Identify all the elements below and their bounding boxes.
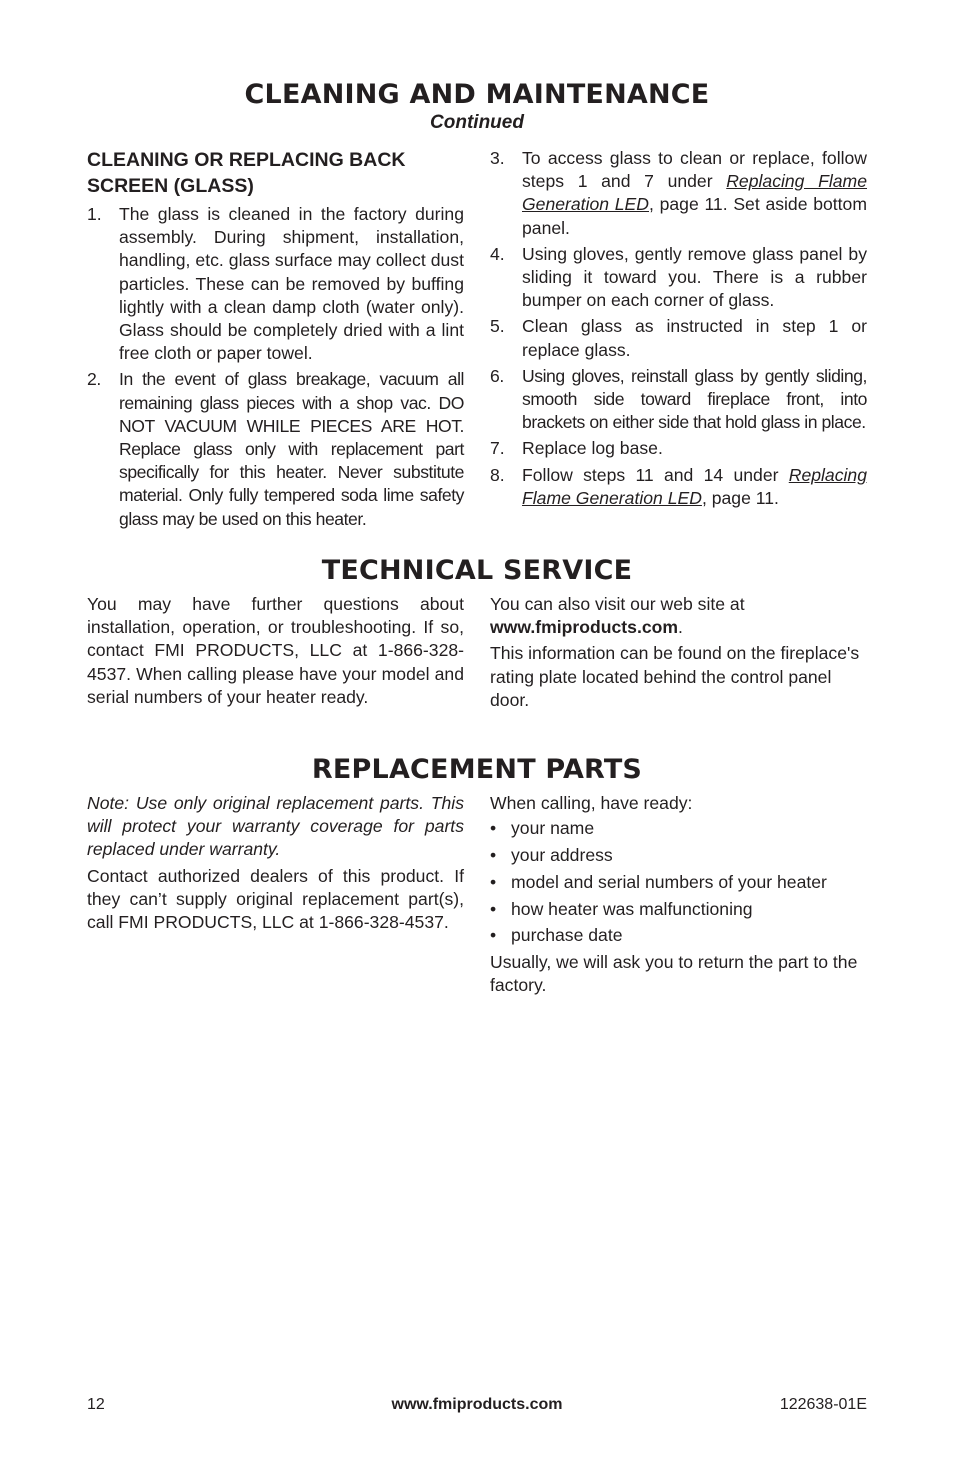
step-text: To access glass to clean or replace, follow steps 1 and 7 under xyxy=(522,148,867,192)
technical-service-title: TECHNICAL SERVICE xyxy=(321,555,633,586)
cross-reference-link[interactable]: Replacing Flame Generation LED xyxy=(522,171,867,215)
bullet-icon: • xyxy=(490,818,497,839)
calling-checklist xyxy=(490,817,867,947)
step-item xyxy=(490,147,867,240)
technical-right-column xyxy=(490,593,867,712)
footer-website-link[interactable]: www.fmiproducts.com xyxy=(391,1396,563,1413)
step-item xyxy=(490,365,867,435)
return-part-text: Usually, we will ask you to return the part to the factory. xyxy=(490,952,858,996)
list-item: • your address xyxy=(490,844,867,867)
step-text: The glass is cleaned in the factory during assembly. During shipment, installation, handling, etc. glass surface may collect dust particles. These can be removed by buffing lightly with a clean damp cloth (water only). Glass should be completely dried with a lint free cloth or paper towel. xyxy=(119,204,464,364)
page-number: 12 xyxy=(87,1396,105,1413)
step-text: In the event of glass breakage, vacuum all remaining glass pieces with a shop vac. DO NOT VACUUM WHILE PIECES ARE HOT. Replace glass only with replacement part specifically for this heater. Never substitute material. Only fully tempered soda lime safety glass may be used on this heater. xyxy=(119,369,464,529)
step-text: Follow steps 11 and 14 under xyxy=(522,464,789,485)
step-text: , page 11. xyxy=(701,487,779,508)
list-item: • model and serial numbers of your heater xyxy=(490,871,867,894)
dealer-contact-text: Contact authorized dealers of this product. If they can’t supply original replacement part(s), call FMI PRODUCTS, LLC at 1-866-328-4537. xyxy=(87,865,464,933)
step-item xyxy=(490,243,867,313)
website-paragraph: You can also visit our web site at www.fmiproducts.com. xyxy=(490,594,745,638)
parts-right-column xyxy=(490,792,867,998)
step-number: 2. xyxy=(87,369,101,390)
steps-list-left xyxy=(87,203,464,531)
warranty-note: Note: Use only original replacement parts. This will protect your warranty coverage for parts replaced under warranty. xyxy=(87,793,464,860)
step-number: 7. xyxy=(490,438,505,459)
step-item xyxy=(490,464,867,510)
website-link[interactable]: www.fmiproducts.com xyxy=(490,617,679,638)
cleaning-right-column xyxy=(490,147,867,513)
list-item: • how heater was malfunctioning xyxy=(490,898,867,921)
step-text: , page 11. Set aside bottom panel. xyxy=(522,194,868,238)
cleaning-subtitle: Continued xyxy=(430,112,524,133)
step-number: 4. xyxy=(490,243,505,264)
website-intro-text: You can also visit our web site at xyxy=(490,594,745,614)
document-number: 122638-01E xyxy=(779,1396,867,1413)
replacement-parts-title: REPLACEMENT PARTS xyxy=(311,754,643,785)
step-text: Replace log base. xyxy=(522,438,663,459)
step-item xyxy=(490,437,867,460)
bullet-icon: • xyxy=(490,925,497,946)
section-title-back-screen: CLEANING OR REPLACING BACK SCREEN (GLASS) xyxy=(87,149,406,197)
step-number: 1. xyxy=(87,204,102,224)
technical-contact-text: You may have further questions about installation, operation, or troubleshooting. If so, contact FMI PRODUCTS, LLC at 1-866-328-4537. When calling please have your model and serial numbers of your heater ready. xyxy=(87,594,464,707)
technical-left-column xyxy=(87,593,464,709)
rating-plate-text: This information can be found on the fireplace's rating plate located behind the control panel door. xyxy=(490,643,860,710)
step-text: Clean glass as instructed in step 1 or replace glass. xyxy=(522,316,867,360)
step-number: 5. xyxy=(490,316,505,337)
step-item xyxy=(87,368,464,530)
parts-left-column xyxy=(87,792,464,934)
list-item: • your name xyxy=(490,817,867,840)
cross-reference-link[interactable]: Replacing Flame Generation LED xyxy=(522,464,867,508)
calling-intro: When calling, have ready: xyxy=(490,793,693,813)
step-text: Using gloves, reinstall glass by gently sliding, smooth side toward fireplace front, into brackets on either side that hold glass in place. xyxy=(522,365,867,433)
step-item xyxy=(87,203,464,365)
step-item xyxy=(490,315,867,361)
step-number: 8. xyxy=(490,464,505,485)
steps-list-right xyxy=(490,147,867,510)
step-number: 3. xyxy=(490,148,505,168)
bullet-icon: • xyxy=(490,845,497,865)
cleaning-title: CLEANING AND MAINTENANCE xyxy=(244,79,710,110)
bullet-icon: • xyxy=(490,871,497,892)
step-number: 6. xyxy=(490,365,504,386)
cleaning-left-column xyxy=(87,147,464,534)
list-item: • purchase date xyxy=(490,924,867,947)
step-text: Using gloves, gently remove glass panel by sliding it toward you. There is a rubber bumper on each corner of glass. xyxy=(522,243,867,311)
bullet-icon: • xyxy=(490,898,497,919)
